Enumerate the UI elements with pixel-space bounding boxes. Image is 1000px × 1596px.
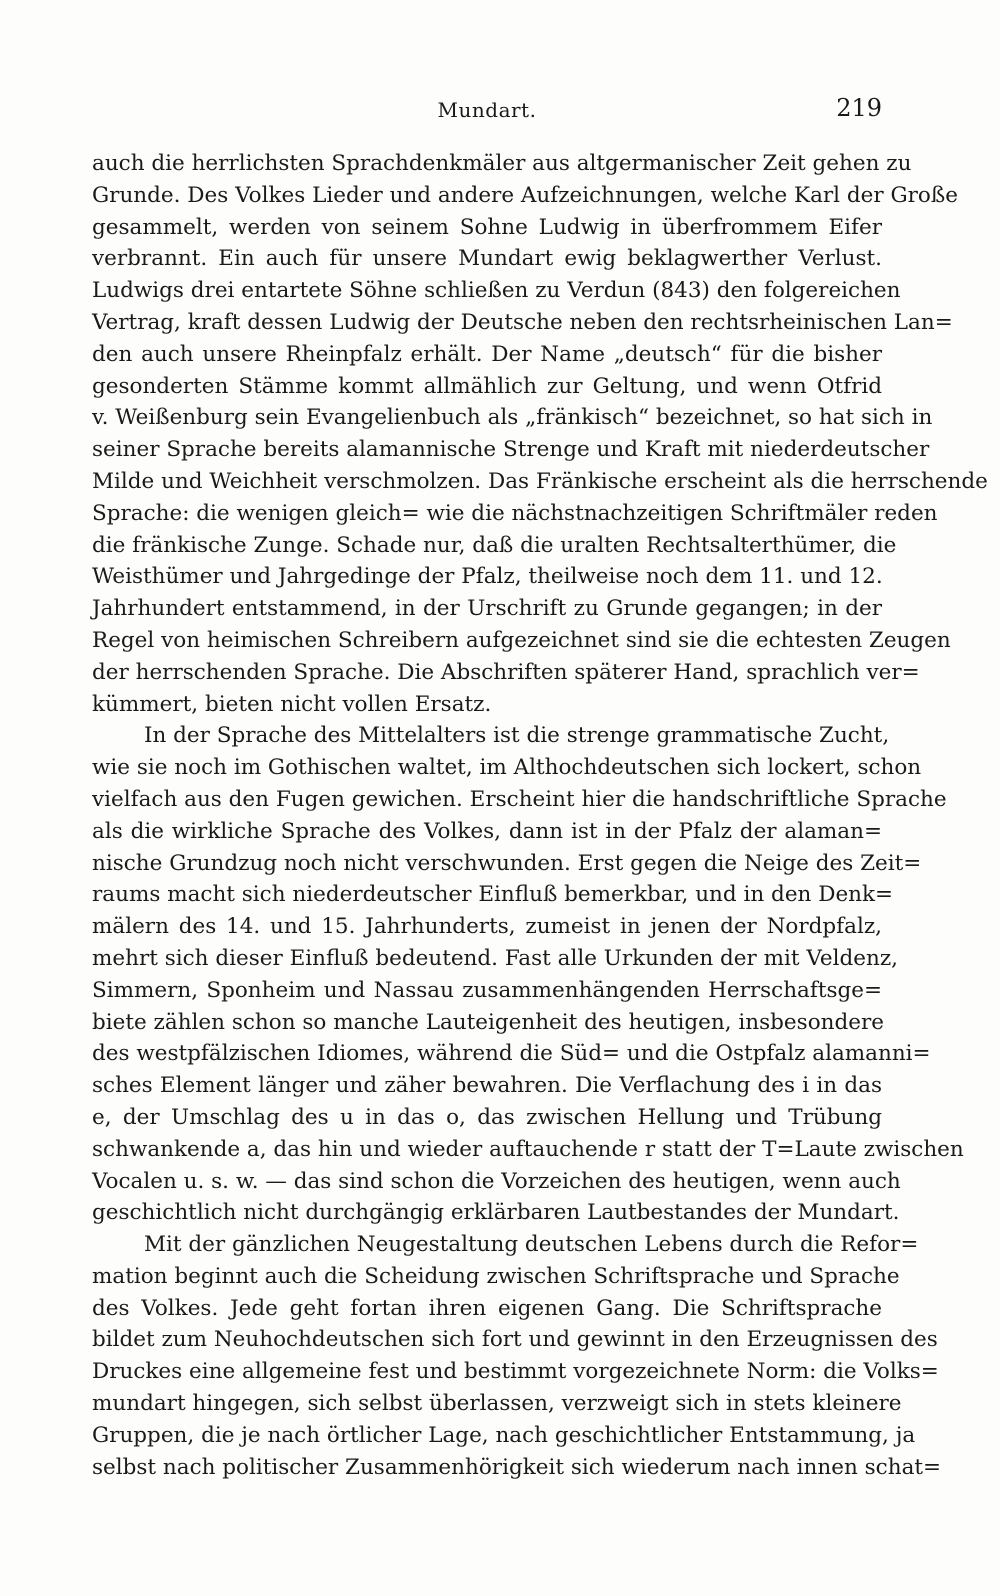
text-line: Sprache: die wenigen gleich= wie die nächstnachzeitigen Schriftmäler reden — [92, 500, 938, 526]
text-line: seiner Sprache bereits alamannische Strenge und Kraft mit niederdeutscher — [92, 437, 930, 463]
text-line: kümmert, bieten nicht vollen Ersatz. — [92, 691, 492, 717]
text-line: mundart hingegen, sich selbst überlassen, verzweigt sich in stets kleinere — [92, 1391, 902, 1417]
text-line: e, der Umschlag des u in das o, das zwischen Hellung und Trübung — [92, 1104, 882, 1130]
text-line: gesonderten Stämme kommt allmählich zur Geltung, und wenn Otfrid — [92, 373, 882, 399]
text-line: nische Grundzug noch nicht verschwunden. Erst gegen die Neige des Zeit= — [92, 850, 922, 876]
text-line: des Volkes. Jede geht fortan ihren eigenen Gang. Die Schriftsprache — [92, 1295, 882, 1321]
text-line: Jahrhundert entstammend, in der Urschrift zu Grunde gegangen; in der — [92, 596, 882, 622]
text-line: des westpfälzischen Idiomes, während die Süd= und die Ostpfalz alamanni= — [92, 1041, 931, 1067]
text-line: Mit der gänzlichen Neugestaltung deutschen Lebens durch die Refor= — [144, 1232, 919, 1258]
running-title: Mundart. — [437, 98, 537, 122]
text-line: geschichtlich nicht durchgängig erklärbaren Lautbestandes der Mundart. — [92, 1200, 900, 1226]
text-line: den auch unsere Rheinpfalz erhält. Der Name „deutsch“ für die bisher — [92, 341, 882, 367]
text-line: verbrannt. Ein auch für unsere Mundart ewig beklagwerther Verlust. — [92, 246, 882, 272]
page-number: 219 — [836, 94, 882, 122]
page-header — [92, 94, 882, 130]
text-line: vielfach aus den Fugen gewichen. Erscheint hier die handschriftliche Sprache — [92, 786, 947, 812]
text-line: Simmern, Sponheim und Nassau zusammenhängenden Herrschaftsge= — [92, 977, 882, 1003]
text-line: Druckes eine allgemeine fest und bestimmt vorgezeichnete Norm: die Volks= — [92, 1359, 939, 1385]
text-line: biete zählen schon so manche Lauteigenheit des heutigen, insbesondere — [92, 1009, 884, 1035]
body-text — [92, 148, 988, 1483]
text-line: bildet zum Neuhochdeutschen sich fort und gewinnt in den Erzeugnissen des — [92, 1327, 938, 1353]
text-line: die fränkische Zunge. Schade nur, daß die uralten Rechtsalterthümer, die — [92, 532, 897, 558]
text-line: selbst nach politischer Zusammenhörigkeit sich wiederum nach innen schat= — [92, 1454, 942, 1480]
text-line: raums macht sich niederdeutscher Einfluß bemerkbar, und in den Denk= — [92, 882, 894, 908]
text-line: schwankende a, das hin und wieder auftauchende r statt der T=Laute zwischen — [92, 1136, 964, 1162]
text-line: Vocalen u. s. w. — das sind schon die Vorzeichen des heutigen, wenn auch — [92, 1168, 901, 1194]
text-line: mation beginnt auch die Scheidung zwischen Schriftsprache und Sprache — [92, 1263, 900, 1289]
text-line: Milde und Weichheit verschmolzen. Das Fränkische erscheint als die herrschende — [92, 468, 988, 494]
text-line: wie sie noch im Gothischen waltet, im Althochdeutschen sich lockert, schon — [92, 755, 922, 781]
text-line: auch die herrlichsten Sprachdenkmäler aus altgermanischer Zeit gehen zu — [92, 151, 912, 176]
text-line: der herrschenden Sprache. Die Abschriften späterer Hand, sprachlich ver= — [92, 659, 920, 685]
text-line: Ludwigs drei entartete Söhne schließen zu Verdun (843) den folgereichen — [92, 278, 901, 304]
text-line: als die wirkliche Sprache des Volkes, dann ist in der Pfalz der alaman= — [92, 818, 882, 844]
text-line: mälern des 14. und 15. Jahrhunderts, zumeist in jenen der Nordpfalz, — [92, 914, 882, 940]
text-line: Grunde. Des Volkes Lieder und andere Aufzeichnungen, welche Karl der Große — [92, 182, 958, 208]
text-line: Vertrag, kraft dessen Ludwig der Deutsche neben den rechtsrheinischen Lan= — [92, 309, 953, 335]
paragraph — [92, 1229, 942, 1483]
text-line: gesammelt, werden von seinem Sohne Ludwig in überfrommem Eifer — [92, 214, 882, 240]
text-line: v. Weißenburg sein Evangelienbuch als „fränkisch“ bezeichnet, so hat sich in — [92, 405, 933, 431]
paragraph — [92, 148, 988, 720]
text-line: mehrt sich dieser Einfluß bedeutend. Fast alle Urkunden der mit Veldenz, — [92, 945, 899, 971]
paragraph — [92, 720, 964, 1229]
text-line: sches Element länger und zäher bewahren. Die Verflachung des i in das — [92, 1073, 882, 1099]
text-line: Gruppen, die je nach örtlicher Lage, nach geschichtlicher Entstammung, ja — [92, 1422, 916, 1448]
text-line: Regel von heimischen Schreibern aufgezeichnet sind sie die echtesten Zeugen — [92, 627, 951, 653]
text-line: Weisthümer und Jahrgedinge der Pfalz, theilweise noch dem 11. und 12. — [92, 564, 883, 590]
text-line: In der Sprache des Mittelalters ist die strenge grammatische Zucht, — [144, 723, 890, 749]
